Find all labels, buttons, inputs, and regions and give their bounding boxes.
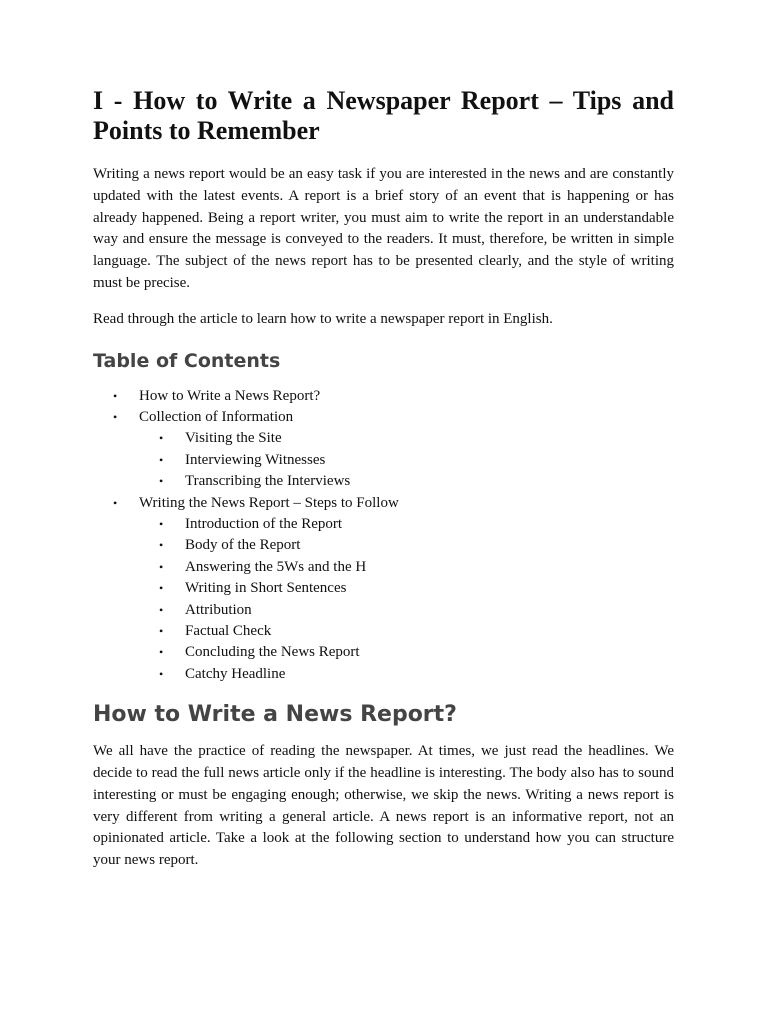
toc-heading: Table of Contents xyxy=(93,349,281,372)
toc-subitem[interactable] xyxy=(139,621,674,642)
bullet-icon: • xyxy=(159,559,164,574)
bullet-icon: • xyxy=(159,474,164,489)
toc-subitem-label: Writing in Short Sentences xyxy=(185,580,347,597)
toc-item-writing-steps[interactable] xyxy=(93,493,674,686)
toc-sublist xyxy=(139,514,674,685)
read-through-paragraph: Read through the article to learn how to write a newspaper report in English. xyxy=(93,310,553,327)
bullet-icon: • xyxy=(159,624,164,639)
toc-subitem[interactable] xyxy=(139,578,674,599)
toc-subitem[interactable] xyxy=(139,557,674,578)
toc-subitem[interactable] xyxy=(139,450,674,471)
toc-item-label: Collection of Information xyxy=(139,408,294,425)
toc-subitem-label: Interviewing Witnesses xyxy=(185,451,326,468)
bullet-icon: • xyxy=(159,452,164,467)
toc-subitem[interactable] xyxy=(139,428,674,449)
toc-subitem[interactable] xyxy=(139,664,674,685)
toc-subitem-label: Body of the Report xyxy=(185,537,301,554)
bullet-icon: • xyxy=(113,495,118,510)
document-page xyxy=(93,86,674,886)
toc-subitem-label: Visiting the Site xyxy=(185,430,282,447)
document-title: I - How to Write a Newspaper Report – Tips and Points to Remember xyxy=(93,86,674,145)
toc-subitem-label: Catchy Headline xyxy=(185,665,286,682)
toc-item-label: How to Write a News Report? xyxy=(139,387,321,404)
toc-subitem-label: Answering the 5Ws and the H xyxy=(185,558,367,575)
section-paragraph: We all have the practice of reading the newspaper. At times, we just read the headlines. We decide to read the full news article only if the headline is interesting. The body also has to sound interesting or must be engaging enough; otherwise, we skip the news. Writing a news report is very different from writing a general article. A news report is an informative report, not an opinionated article. Take a look at the following section to understand how you can structure your news report. xyxy=(93,743,674,869)
toc-item-collection[interactable] xyxy=(93,407,674,493)
toc-sublist xyxy=(139,428,674,492)
toc-list xyxy=(93,386,674,686)
bullet-icon: • xyxy=(159,517,164,532)
toc-subitem[interactable] xyxy=(139,535,674,556)
section-heading: How to Write a News Report? xyxy=(93,702,457,728)
bullet-icon: • xyxy=(113,388,118,403)
toc-subitem[interactable] xyxy=(139,471,674,492)
toc-subitem[interactable] xyxy=(139,514,674,535)
table-of-contents xyxy=(93,386,674,686)
bullet-icon: • xyxy=(159,581,164,596)
bullet-icon: • xyxy=(159,538,164,553)
bullet-icon: • xyxy=(159,431,164,446)
toc-subitem[interactable] xyxy=(139,600,674,621)
bullet-icon: • xyxy=(159,602,164,617)
toc-item-how-to-write[interactable] xyxy=(93,386,674,407)
toc-item-label: Writing the News Report – Steps to Follow xyxy=(139,494,399,511)
bullet-icon: • xyxy=(159,645,164,660)
toc-subitem[interactable] xyxy=(139,642,674,663)
bullet-icon: • xyxy=(113,409,118,424)
toc-subitem-label: Introduction of the Report xyxy=(185,516,343,533)
toc-subitem-label: Attribution xyxy=(185,601,252,618)
toc-subitem-label: Factual Check xyxy=(185,623,272,640)
intro-paragraph: Writing a news report would be an easy task if you are interested in the news and are constantly updated with the latest events. A report is a brief story of an event that is happening or has already happened. Being a report writer, you must aim to write the report in an understandable way and ensure the message is conveyed to the readers. It must, therefore, be written in simple language. The subject of the news report has to be presented clearly, and the style of writing must be precise. xyxy=(93,166,674,291)
toc-subitem-label: Transcribing the Interviews xyxy=(185,473,351,490)
toc-subitem-label: Concluding the News Report xyxy=(185,644,360,661)
bullet-icon: • xyxy=(159,666,164,681)
